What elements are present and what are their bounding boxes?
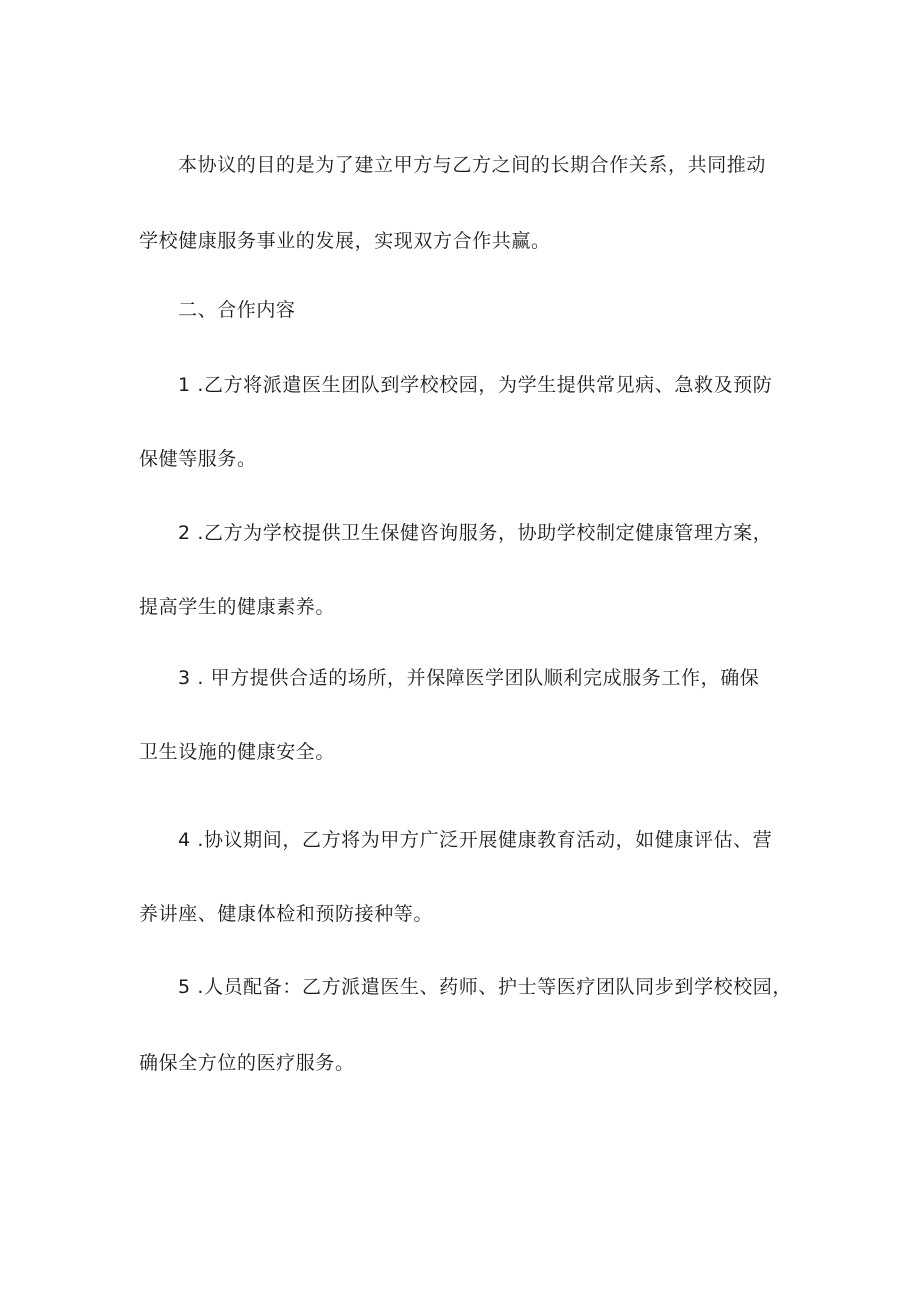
item-5-line-1: 5 .人员配备：乙方派遣医生、药师、护士等医疗团队同步到学校校园，: [178, 976, 792, 998]
item-4-line-2: 养讲座、健康体检和预防接种等。: [139, 903, 434, 925]
item-1-line-2: 保健等服务。: [139, 448, 257, 470]
section-heading-cooperation-content: 二、合作内容: [178, 299, 296, 321]
paragraph-purpose-line-1: 本协议的目的是为了建立甲方与乙方之间的长期合作关系，共同推动: [178, 154, 767, 176]
item-3-line-1: 3 . 甲方提供合适的场所，并保障医学团队顺利完成服务工作，确保: [178, 667, 760, 689]
item-5-line-2: 确保全方位的医疗服务。: [139, 1052, 355, 1074]
item-2-line-1: 2 .乙方为学校提供卫生保健咨询服务，协助学校制定健康管理方案，: [178, 522, 773, 544]
item-2-line-2: 提高学生的健康素养。: [139, 596, 336, 618]
item-3-line-2: 卫生设施的健康安全。: [139, 741, 336, 763]
item-4-line-1: 4 .协议期间，乙方将为甲方广泛开展健康教育活动，如健康评估、营: [178, 829, 773, 851]
paragraph-purpose-line-2: 学校健康服务事业的发展，实现双方合作共赢。: [139, 230, 551, 252]
item-1-line-1: 1 .乙方将派遣医生团队到学校校园，为学生提供常见病、急救及预防: [178, 374, 773, 396]
